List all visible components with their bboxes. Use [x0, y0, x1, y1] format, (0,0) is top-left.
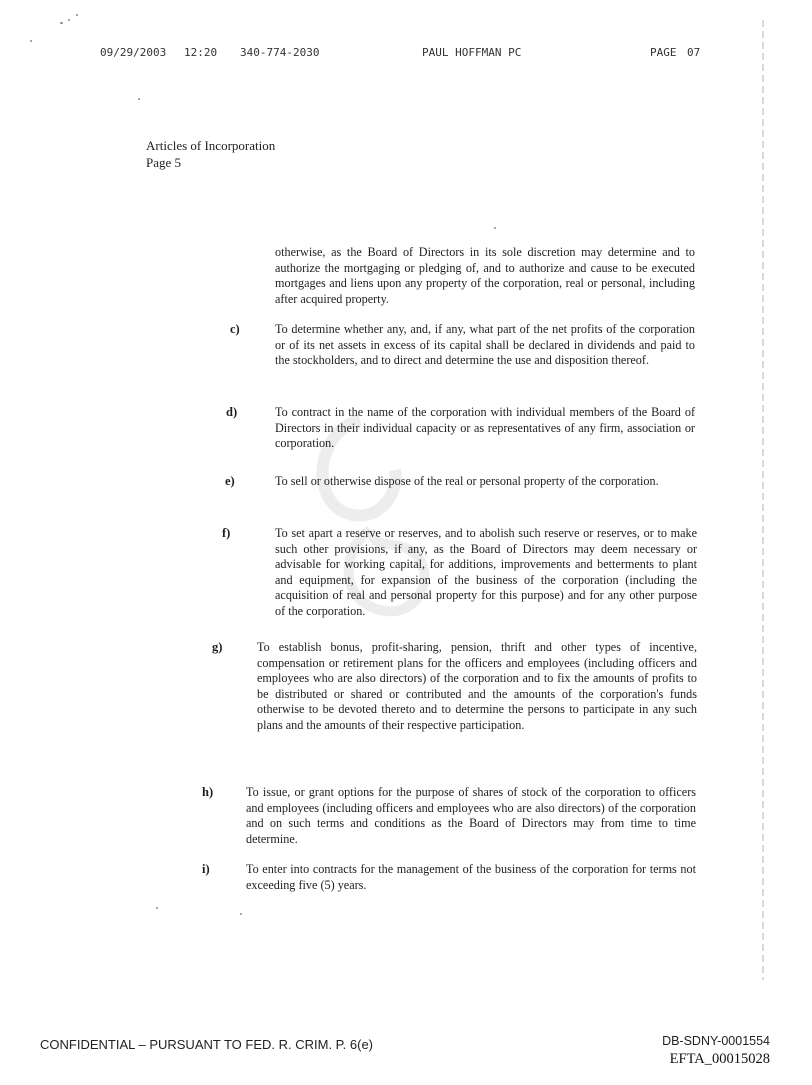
item-text: To issue, or grant options for the purpose of shares of stock of the corporation to officers and employees (including officers and employees who are also directors) of the corporation and on such terms and conditions as the Board of Directors may from time to time determine.	[246, 785, 696, 846]
fax-sender: PAUL HOFFMAN PC	[422, 46, 522, 59]
item-letter: d)	[226, 405, 238, 419]
item-text: To determine whether any, and, if any, what part of the net profits of the corporation or of its net assets in excess of its capital shall be declared in dividends and paid to the stockholders, and to direct and determine the use and disposition thereof.	[275, 322, 695, 367]
fax-date: 09/29/2003	[100, 46, 167, 59]
scan-speck	[76, 14, 78, 16]
scan-edge-artifact	[762, 20, 764, 980]
scan-speck	[494, 227, 496, 229]
item-letter: i)	[202, 862, 210, 876]
document-title-block	[146, 137, 275, 171]
item-letter: e)	[225, 474, 235, 488]
item-letter: f)	[222, 526, 231, 540]
scan-speck	[156, 907, 158, 909]
fax-phone: 340-774-2030	[240, 46, 320, 59]
intro-paragraph: otherwise, as the Board of Directors in its sole discretion may determine and to authorize the mortgaging or pledging of, and to authorize and cause to be executed mortgages and liens upon any property of the corporation, real or personal, including after acquired property.	[275, 245, 695, 306]
item-text: To sell or otherwise dispose of the real or personal property of the corporation.	[275, 474, 659, 488]
item-text: To establish bonus, profit-sharing, pension, thrift and other types of incentive, compensation or retirement plans for the officers and employees (including officers and employees who are also directors) of the corporation and to fix the amounts of profits to be distributed or shared or contributed and the amounts of the corporation's funds otherwise to be devoted thereto and to determine the persons to participate in any such plans and the amounts of their respective participation.	[257, 640, 697, 732]
scan-speck	[68, 19, 70, 21]
item-text: To contract in the name of the corporation with individual members of the Board of Directors in their individual capacity or as representatives of any firm, association or corporation.	[275, 405, 695, 450]
item-letter: h)	[202, 785, 214, 799]
scan-speck	[30, 40, 32, 42]
item-letter: c)	[230, 322, 240, 336]
scan-speck	[60, 22, 63, 24]
item-text: To set apart a reserve or reserves, and to abolish such reserve or reserves, or to make such other provisions, if any, as the Board of Directors may deem necessary or advisable for working capital, for additions, improvements and betterments to plant and equipment, for expansion of the business of the corporation (including the acquisition of real and personal property for this purpose) and for any other purpose of the corporation.	[275, 526, 697, 618]
scan-speck	[138, 98, 140, 100]
efta-number: EFTA_00015028	[669, 1051, 770, 1067]
scan-speck	[240, 913, 242, 915]
fax-header	[100, 46, 720, 62]
document-page-number: Page 5	[146, 155, 182, 170]
document-title: Articles of Incorporation	[146, 138, 276, 153]
fax-page-label: PAGE	[650, 46, 677, 59]
item-text: To enter into contracts for the management of the business of the corporation for terms not exceeding five (5) years.	[246, 862, 696, 892]
bates-number: DB-SDNY-0001554	[662, 1034, 770, 1048]
fax-page-number: 07	[687, 46, 701, 59]
item-letter: g)	[212, 640, 223, 654]
confidential-footer: CONFIDENTIAL – PURSUANT TO FED. R. CRIM. P. 6(e)	[40, 1037, 374, 1052]
fax-time: 12:20	[184, 46, 218, 59]
